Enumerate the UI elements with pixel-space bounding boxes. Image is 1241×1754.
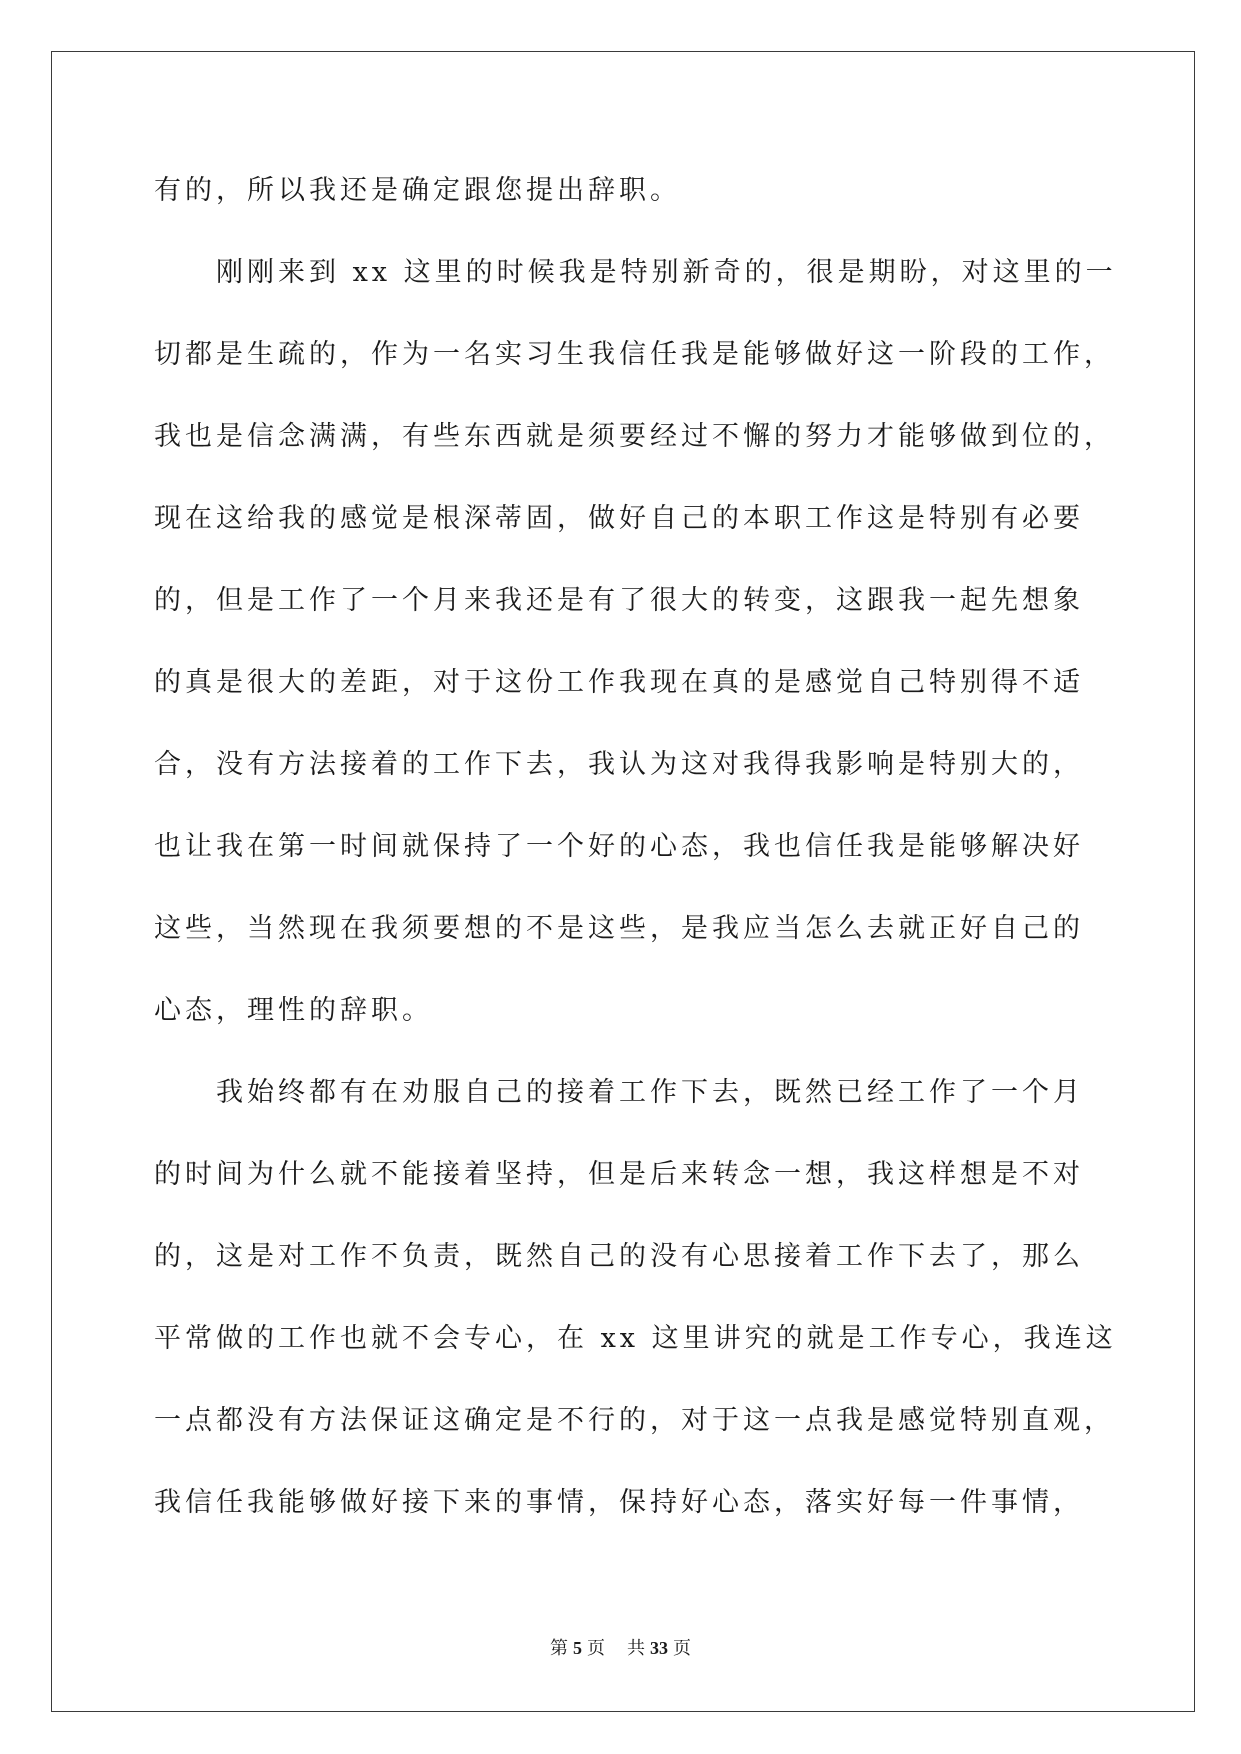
text-line: 刚刚来到 xx 这里的时候我是特别新奇的，很是期盼，对这里的一 (216, 257, 1117, 288)
text-line: 也让我在第一时间就保持了一个好的心态，我也信任我是能够解决好 (154, 831, 1084, 862)
total-pages-number: 33 (650, 1638, 668, 1658)
text-line: 的，但是工作了一个月来我还是有了很大的转变，这跟我一起先想象 (154, 585, 1084, 616)
page-footer (0, 1636, 1241, 1661)
body-text (154, 150, 1134, 1544)
text-line: 平常做的工作也就不会专心，在 xx 这里讲究的就是工作专心，我连这 (154, 1323, 1117, 1354)
text-line: 我也是信念满满，有些东西就是须要经过不懈的努力才能够做到位的， (154, 421, 1115, 452)
total-prefix: 共 (627, 1638, 645, 1659)
paragraph (154, 1052, 1134, 1544)
text-line: 我信任我能够做好接下来的事情，保持好心态，落实好每一件事情， (154, 1487, 1084, 1518)
text-line: 有的，所以我还是确定跟您提出辞职。 (154, 175, 681, 206)
text-line: 一点都没有方法保证这确定是不行的，对于这一点我是感觉特别直观， (154, 1405, 1115, 1436)
page-prefix: 第 (550, 1638, 568, 1659)
text-line: 心态，理性的辞职。 (154, 995, 433, 1026)
text-line: 这些，当然现在我须要想的不是这些，是我应当怎么去就正好自己的 (154, 913, 1084, 944)
text-line: 的，这是对工作不负责，既然自己的没有心思接着工作下去了，那么 (154, 1241, 1084, 1272)
paragraph (154, 232, 1134, 1052)
text-line: 的时间为什么就不能接着坚持，但是后来转念一想，我这样想是不对 (154, 1159, 1084, 1190)
text-line: 现在这给我的感觉是根深蒂固，做好自己的本职工作这是特别有必要 (154, 503, 1084, 534)
page-suffix: 页 (587, 1638, 605, 1659)
total-suffix: 页 (673, 1638, 691, 1659)
paragraph (154, 150, 1134, 232)
current-page-number: 5 (573, 1638, 582, 1658)
text-line: 合，没有方法接着的工作下去，我认为这对我得我影响是特别大的， (154, 749, 1084, 780)
text-line: 的真是很大的差距，对于这份工作我现在真的是感觉自己特别得不适 (154, 667, 1084, 698)
text-line: 切都是生疏的，作为一名实习生我信任我是能够做好这一阶段的工作， (154, 339, 1115, 370)
text-line: 我始终都有在劝服自己的接着工作下去，既然已经工作了一个月 (216, 1077, 1084, 1108)
